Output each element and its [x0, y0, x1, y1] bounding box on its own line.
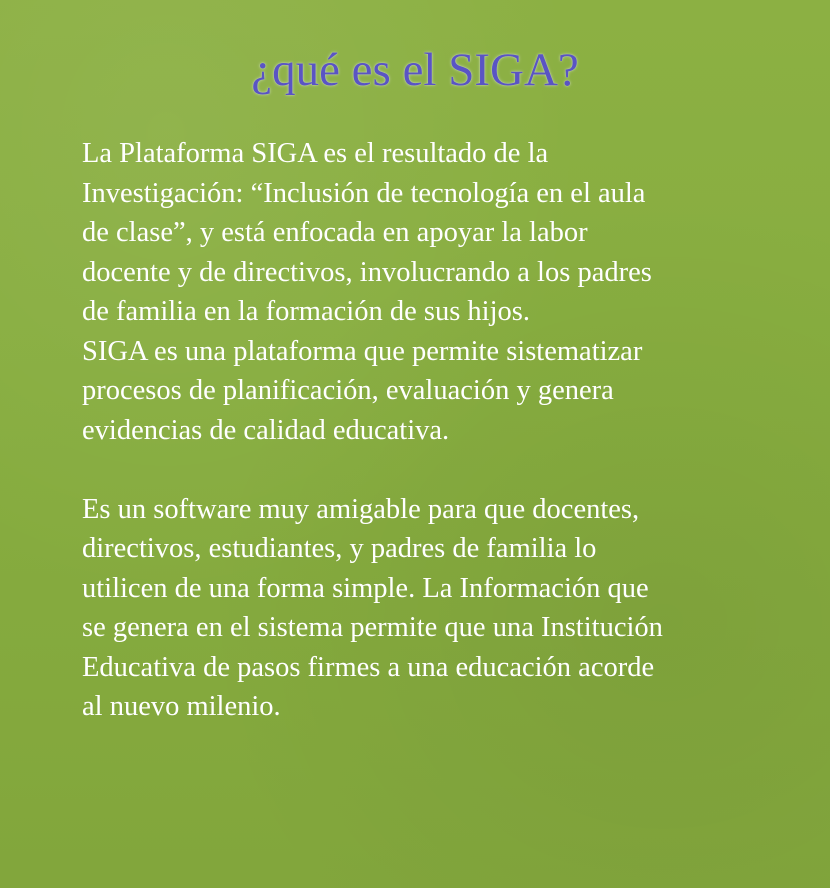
text-line: Educativa de pasos firmes a una educación acorde [82, 651, 655, 683]
text-line: utilicen de una forma simple. La Información que [82, 572, 649, 604]
text-line: SIGA es una plataforma que permite sistematizar [82, 335, 643, 367]
paragraph-intro [82, 134, 822, 450]
text-line: directivos, estudiantes, y padres de familia lo [82, 533, 597, 564]
text-line: La Plataforma SIGA es el resultado de la [82, 138, 549, 169]
text-line: evidencias de calidad educativa. [82, 414, 450, 446]
paragraph-description [82, 490, 822, 727]
slide-title: ¿qué es el SIGA? [251, 44, 579, 96]
text-line: se genera en el sistema permite que una Institución [82, 612, 663, 643]
text-line: procesos de planificación, evaluación y genera [82, 375, 614, 406]
text-line: docente y de directivos, involucrando a los padres [82, 256, 652, 288]
body-text [82, 134, 822, 727]
text-line: de clase”, y está enfocada en apoyar la labor [82, 217, 588, 248]
text-line: de familia en la formación de sus hijos. [82, 296, 530, 327]
paragraph-spacer [82, 450, 822, 490]
text-line: Investigación: “Inclusión de tecnología en el aula [82, 177, 646, 209]
text-line: al nuevo milenio. [82, 691, 281, 722]
text-line: Es un software muy amigable para que docentes, [82, 493, 640, 525]
